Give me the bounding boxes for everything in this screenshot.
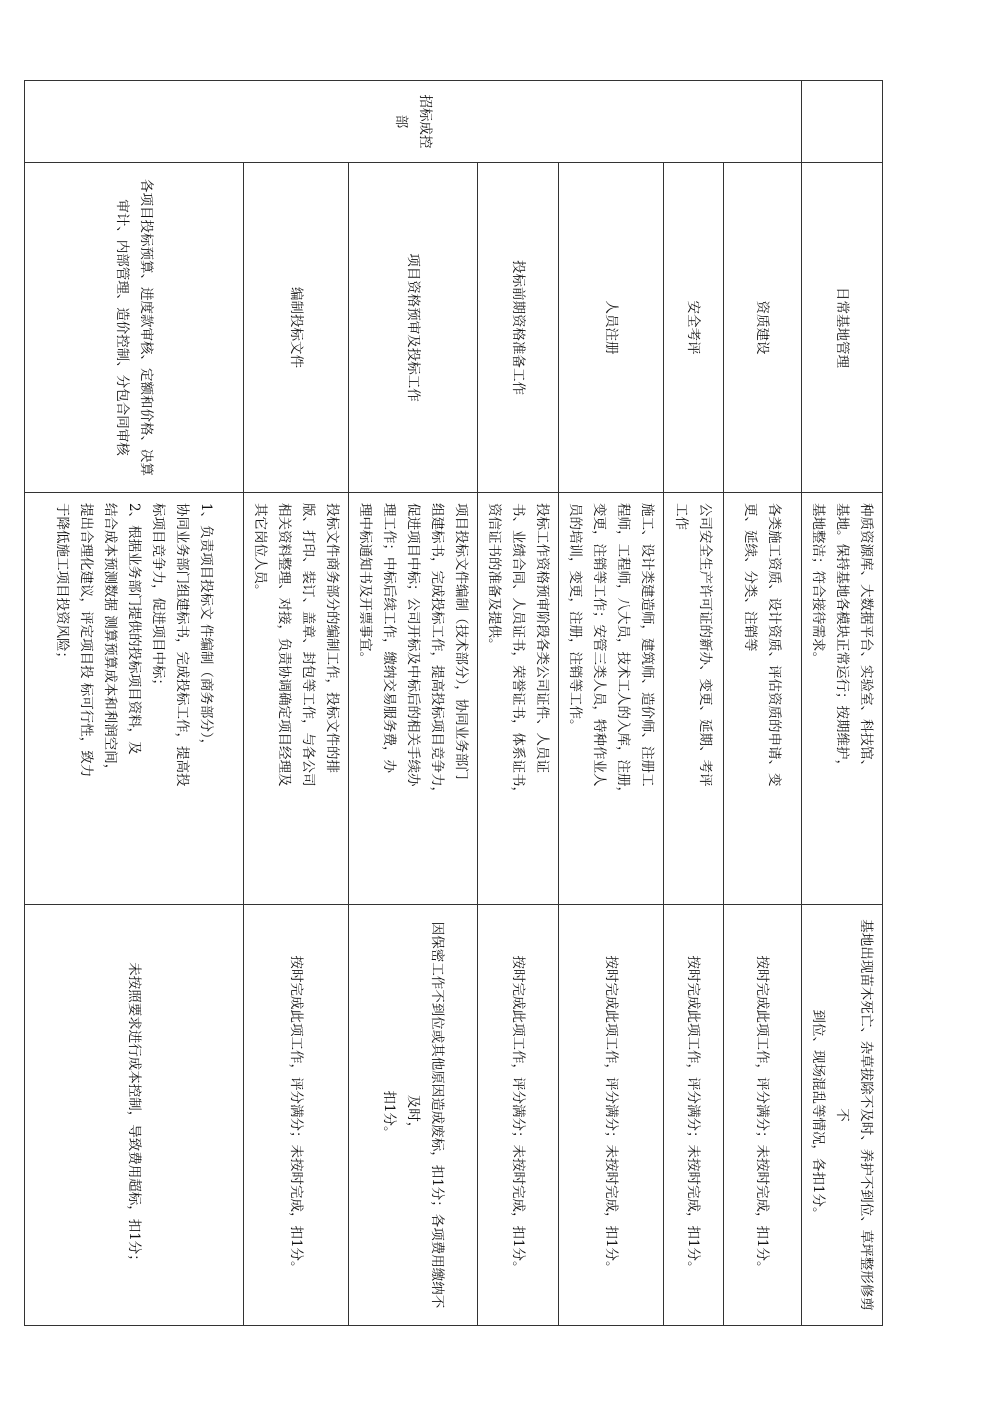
criteria-line: 按时完成此项工作，评分满分；未按时完成，扣1分。 [510, 955, 526, 1275]
content-line: 2、根据业务部门提供的投标项目资料，及 [126, 503, 142, 755]
assessment-table [24, 80, 883, 1326]
table-row [559, 81, 664, 1326]
cell-criteria [559, 905, 664, 1326]
cell-content [724, 493, 802, 905]
table-row [802, 81, 883, 1326]
content-line: 更、延续、分类、注销等 [742, 503, 759, 652]
cell-department-blank [802, 81, 883, 163]
content-line: 组建标书，完成投标工作，提高投标项目竞争力， [429, 503, 445, 800]
content-line: 于降低施工项目投资风险； [54, 503, 70, 665]
criteria-line: 基地出现苗木死亡、杂草拔除不及时、养护不到位、草坪整形修剪不 [834, 919, 874, 1311]
cell-content [664, 493, 724, 905]
content-line: 理工作；中标后续工作，缴纳交易服务费，办 [381, 503, 397, 773]
table-row [25, 81, 244, 1326]
cell-item: 日常基地管理 [802, 163, 883, 493]
cell-content [349, 493, 478, 905]
content-line: 施工、设计类建造师，建筑师、造价师、注册工 [639, 503, 655, 787]
cell-item: 投标前期资格准备工作 [478, 163, 559, 493]
content-line: 其它岗位人员。 [252, 503, 268, 598]
content-line: 版、打印、装订、盖章、封包等工作，与各公司 [300, 503, 316, 787]
table-row [724, 81, 802, 1326]
content-line: 投标工作资格预审阶段各类公司证件、人员证 [534, 503, 550, 773]
rotated-table-wrapper [54, 80, 883, 1325]
cell-item: 项目资格预审及投标工作 [349, 163, 478, 493]
cell-item: 安全考评 [664, 163, 724, 493]
cell-item: 编制投标文件 [244, 163, 349, 493]
content-line: 程师，工程师，八大员，技术工人的入库，注册， [615, 503, 631, 800]
cell-criteria [664, 905, 724, 1326]
cell-criteria [802, 905, 883, 1326]
content-line: 各类施工资质、设计资质、评估资质的申请、变 [766, 503, 783, 787]
content-line: 提出合理化建议，评定项目投 标可行性，致力 [78, 503, 94, 778]
cell-criteria [25, 905, 244, 1326]
content-line: 促进项目中标；公司开标及中标后的相关手续办 [405, 503, 421, 787]
content-line: 工作 [673, 503, 690, 530]
table-row [664, 81, 724, 1326]
cell-criteria [478, 905, 559, 1326]
cell-content [559, 493, 664, 905]
cell-criteria [244, 905, 349, 1326]
criteria-line: 按时完成此项工作，评分满分；未按时完成，扣1分。 [754, 955, 771, 1275]
cell-content [802, 493, 883, 905]
criteria-line: 未按照要求进行成本控制，导致费用超标，扣1分； [126, 962, 142, 1268]
content-line: 1、负责项目投标文 件编制（商务部分）， [198, 503, 214, 753]
table-body [25, 81, 883, 1326]
content-line: 相关资料整理、对接，负责协调确定项目经理及 [276, 503, 292, 787]
content-line: 标项目竞争力，促进项目中标； [150, 503, 166, 692]
content-line: 员的培训，变更，注册，注销等工作。 [567, 503, 583, 733]
cell-item: 人员注册 [559, 163, 664, 493]
cell-department: 招标成控部 [25, 81, 802, 163]
content-line: 项目投标文件编制（技术部分），协同业务部门 [453, 503, 469, 780]
criteria-line: 因保密工作不到位或其他原因造成废标，扣1分；各项费用缴纳不及时， [405, 921, 445, 1309]
content-line: 资信证书的准备及提供。 [486, 503, 502, 652]
content-line: 变更，注销等工作；安管三类人员，特种作业人 [591, 503, 607, 787]
content-line: 书、业绩合同、人员证书，荣誉证书，体系证书， [510, 503, 526, 800]
cell-criteria [724, 905, 802, 1326]
criteria-line: 按时完成此项工作，评分满分；未按时完成，扣1分。 [288, 955, 304, 1275]
content-line: 基地整洁；符合接待需求。 [810, 503, 826, 665]
content-line: 结合成本预测数据 测算预算成本和利润空间， [102, 503, 118, 778]
content-line: 理中标通知书及开票事宜。 [357, 503, 373, 665]
criteria-line: 按时完成此项工作，评分满分；未按时完成，扣1分。 [685, 955, 702, 1275]
content-line: 公司安全生产许可证的新办、变更、延期、考评 [697, 503, 714, 787]
cell-content [25, 493, 244, 905]
cell-content [244, 493, 349, 905]
table-row [244, 81, 349, 1326]
content-line: 基地。保持基地各模块正常运行；按期维护， [834, 503, 850, 773]
cell-criteria [349, 905, 478, 1326]
criteria-line: 扣1分。 [381, 1090, 397, 1140]
cell-item: 各项目投标预算、进度款审核、定额和价格、决算审计、内部管理、造价控制、分包合同审核 [25, 163, 244, 493]
criteria-line: 按时完成此项工作，评分满分；未按时完成，扣1分。 [603, 955, 619, 1275]
content-line: 投标文件商务部分的编制工作，投标文件的排 [324, 503, 340, 773]
cell-content [478, 493, 559, 905]
content-line: 协同业务部门组建标书，完成投标工作，提高投 [174, 503, 190, 787]
content-line: 种质资源库、大数据平台、实验室、科技馆、 [858, 503, 874, 773]
criteria-line: 到位、现场混乱等情况，各扣1分。 [810, 1009, 826, 1221]
table-row [349, 81, 478, 1326]
cell-item: 资质建设 [724, 163, 802, 493]
table-row [478, 81, 559, 1326]
